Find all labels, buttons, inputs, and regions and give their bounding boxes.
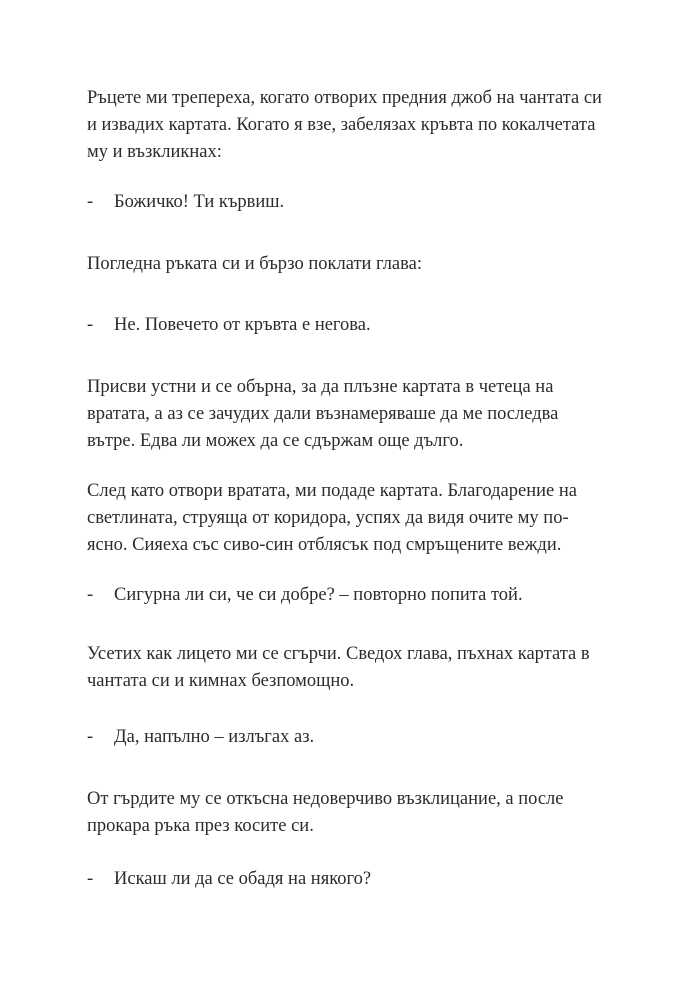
dialogue-text: Не. Повечето от кръвта е негова. [114,315,371,335]
paragraph-3 [87,374,647,455]
text-line: вътре. Едва ли можех да се сдържам още дълго. [87,431,464,451]
paragraph-5 [87,641,647,695]
paragraph-6 [87,786,647,840]
text-line: вратата, а аз се зачудих дали възнамеряваше да ме последва [87,404,559,424]
dialogue-text: Божичко! Ти кървиш. [114,192,285,212]
dialogue-dash: - [87,315,94,335]
text-line: От гърдите му се откъсна недоверчиво възклицание, а после [87,789,564,809]
dialogue-line-4 [87,724,647,751]
text-line: ясно. Сияеха със сиво-син отблясък под смръщените вежди. [87,535,562,555]
text-line: Ръцете ми трепереха, когато отворих предния джоб на чантата си [87,88,602,108]
text-line: Погледна ръката си и бързо поклати глава: [87,254,422,274]
paragraph-1 [87,85,647,166]
text-line: След като отвори вратата, ми подаде картата. Благодарение на [87,481,577,501]
text-line: прокара ръка през косите си. [87,816,314,836]
dialogue-text: Сигурна ли си, че си добре? – повторно попита той. [114,585,523,605]
dialogue-dash: - [87,192,94,212]
dialogue-line-1 [87,189,647,216]
text-line: му и възкликнах: [87,142,222,162]
dialogue-line-5 [87,866,647,893]
text-line: Усетих как лицето ми се сгърчи. Сведох глава, пъхнах картата в [87,644,590,664]
dialogue-dash: - [87,727,94,747]
text-line: Присви устни и се обърна, за да плъзне картата в четеца на [87,377,554,397]
dialogue-dash: - [87,585,94,605]
paragraph-4 [87,478,647,559]
text-line: и извадих картата. Когато я взе, забелязах кръвта по кокалчетата [87,115,596,135]
paragraph-2 [87,251,647,278]
dialogue-line-2 [87,312,647,339]
text-line: светлината, струяща от коридора, успях да видя очите му по- [87,508,569,528]
dialogue-text: Искаш ли да се обадя на някого? [114,869,372,889]
text-line: чантата си и кимнах безпомощно. [87,671,355,691]
dialogue-line-3 [87,582,647,609]
dialogue-dash: - [87,869,94,889]
dialogue-text: Да, напълно – излъгах аз. [114,727,315,747]
